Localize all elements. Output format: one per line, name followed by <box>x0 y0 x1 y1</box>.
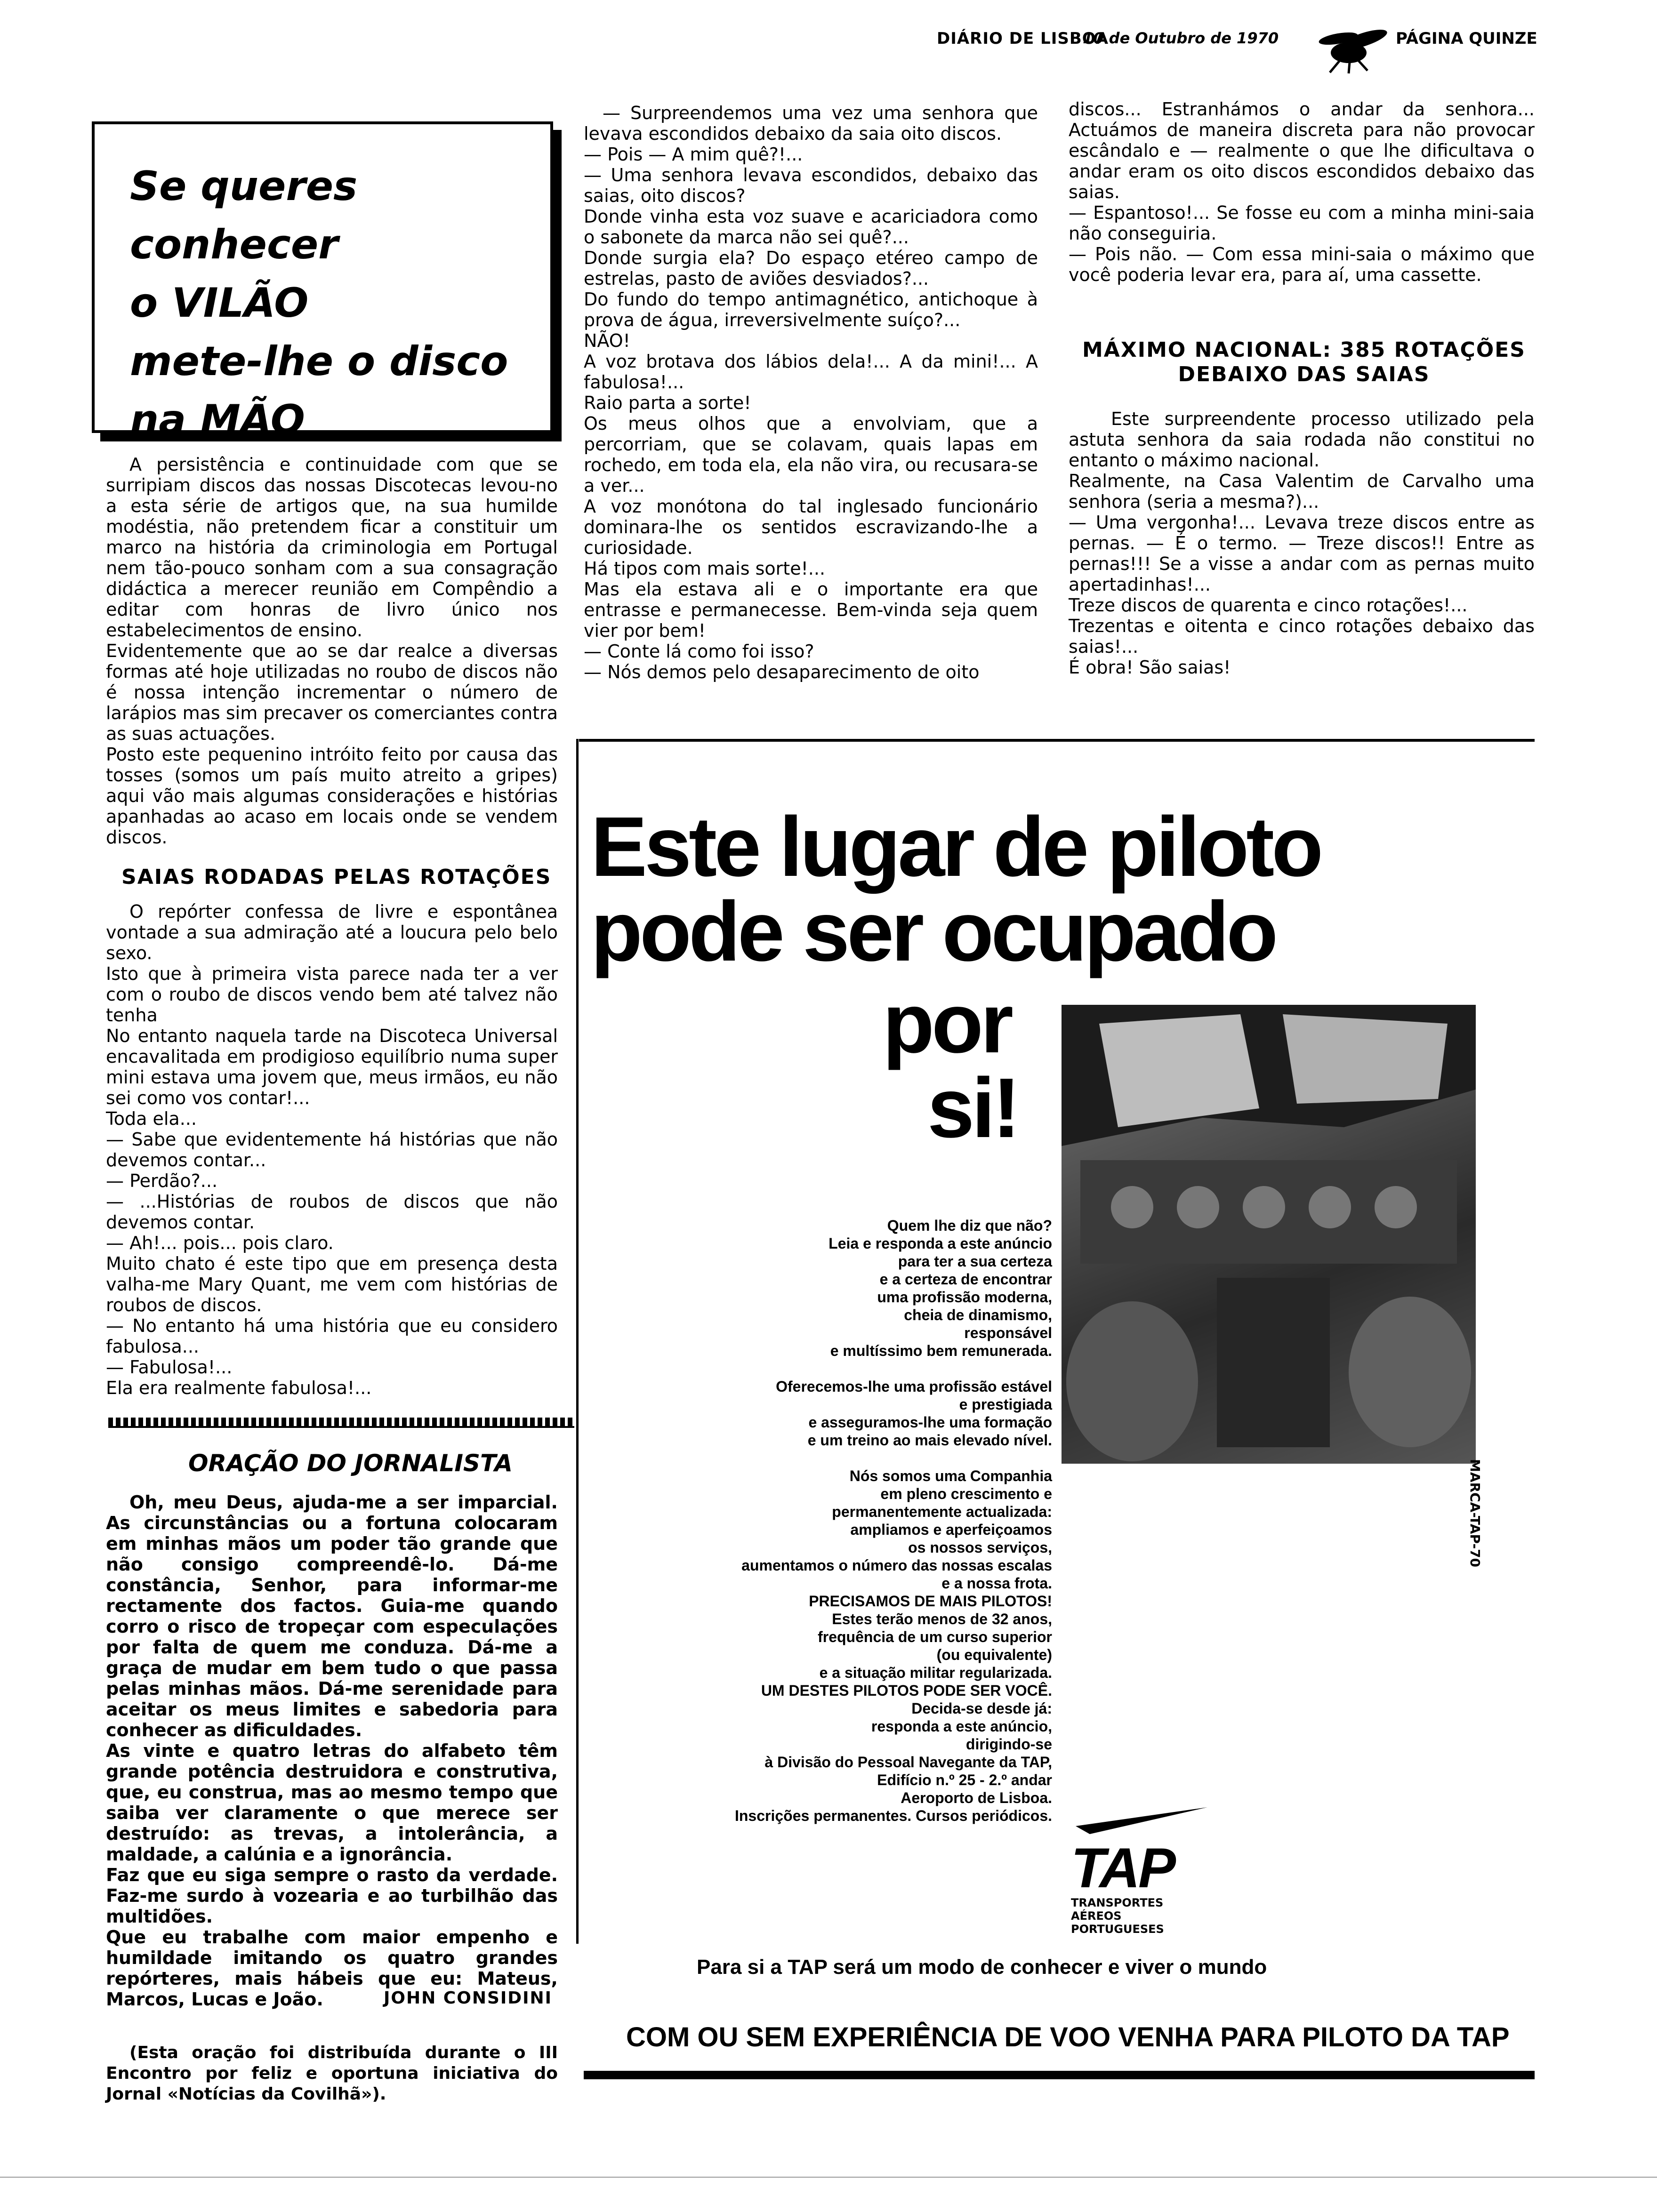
col2-text: — Surpreendemos uma vez uma senhora que levava escondidos debaixo da saia oito discos. — Pois — A mim quê?!... — Uma senhora levava escondidos, debaixo das saias, oito discos? Donde vinha esta voz suave e acariciadora como o sabonete da marca não sei quê?... Donde surgia ela? Do espaço etéreo campo de estrelas, pasto de aviões desviados?... Do fundo do tempo antimagnético, antichoque à prova de água, irreversivelmente suíço?... NÃO! A voz brotava dos lábios dela!... A da mini!... A fabulosa!... Raio parta a sorte! Os meus olhos que a envolviam, que a percorriam, que se colavam, quais lapas em rochedo, em toda ela, ela não vira, ou recusara-se a ver... A voz monótona do tal inglesado funcionário dominara-lhe os sentidos escravizando-lhe a curiosidade. Há tipos com mais sorte!... Mas ela estava ali e o importante era que entrasse e permanecesse. Bem-vinda seja quem vier por bem! — Conte lá como foi isso? — Nós demos pelo desaparecimento de oito <box>584 103 1038 682</box>
agency-mark: MARCA-TAP-70 <box>1467 1459 1483 1568</box>
section-title-oracao: ORAÇÃO DO JORNALISTA <box>188 1450 513 1477</box>
prayer-text: Oh, meu Deus, ajuda-me a ser imparcial. As circunstâncias ou a fortuna colocaram em minhas mãos um poder tão grande que não consigo compreendê-lo. Dá-me constância, Senhor, para informar-me rectamente dos factos. Guia-me quando corro o risco de tropeçar com especulações por falta de quem me conduza. Dá-me a graça de mudar em bem tudo o que passa pelas minhas mãos. Dá-me serenidade para aceitar os meus limites e sabedoria para conhecer as dificuldades. As vinte e quatro letras do alfabeto têm grande potência destruidora e construtiva, que, eu construa, mas ao mesmo tempo que saiba ver claramente o que merece ser destruído: as trevas, a intolerância, a maldade, a calúnia e a ignorância. Faz que eu siga sempre o rasto da verdade. Faz-me surdo à vozearia e ao turbilhão das multidões. Que eu trabalhe com maior empenho e humildade imitando os quatro grandes repórteres, mais hábeis que eu: Mateus, Marcos, Lucas e João. <box>106 1492 558 2010</box>
ad-cta: COM OU SEM EXPERIÊNCIA DE VOO VENHA PARA PILOTO DA TAP <box>626 2022 1510 2052</box>
section-body-maximo: Este surpreendente processo utilizado pela astuta senhora da saia rodada não constitui no entanto o máximo nacional. Realmente, na Casa Valentim de Carvalho uma senhora (seria a mesma?)... — Uma vergonha!... Levava treze discos entre as pernas. — É o termo. — Treze discos!! Entre as pernas!!! Se a visse a andar com as pernas muito apertadinhas!... Treze discos de quarenta e cinco rotações!... Trezentas e oitenta e cinco rotações debaixo das saias!... É obra! São saias! <box>1069 409 1535 678</box>
ad-body-text: Quem lhe diz que não? Leia e responda a este anúncio para ter a sua certeza e a certeza de encontrar uma profissão moderna, cheia de dinamismo, responsável e multíssimo bem remunerada. Oferecemos-lhe uma profissão estável e prestigiada e asseguramos-lhe uma formação e um treino ao mais elevado nível. Nós somos uma Companhia em pleno crescimento e permanentemente actualizada: ampliamos e aperfeiçoamos os nossos serviços, aumentamos o número das nossas escalas e a nossa frota. PRECISAMOS DE MAIS PILOTOS! Estes terão menos de 32 anos, frequência de um curso superior (ou equivalente) e a situação militar regularizada. UM DESTES PILOTOS PODE SER VOCÊ. Decida-se desde já: responda a este anúncio, dirigindo-se à Divisão do Pessoal Navegante da TAP, Edifício n.º 25 - 2.º andar Aeroporto de Lisboa. Inscrições permanentes. Cursos periódicos. <box>734 1217 1052 1824</box>
cockpit-illustration <box>1062 1005 1476 1464</box>
column-rule <box>576 739 579 1944</box>
ad-headline-line3: por <box>883 976 1011 1071</box>
section-title-saias: SAIAS RODADAS PELAS ROTAÇÕES <box>121 865 552 889</box>
intro-text: A persistência e continuidade com que se surripiam discos das nossas Discotecas levou-no a esta série de artigos que, na sua humilde modéstia, não pretendem ficar a constituir um marco na história da criminologia em Portugal nem tão-pouco sonham com a sua consagração didáctica a merecer reunião em Compêndio a editar com honras de livro único nos estabelecimentos de ensino. Evidentemente que ao se dar realce a diversas formas até hoje utilizadas no roubo de discos não é nossa intenção incrementar o número de larápios mas sim precaver os comerciantes contra as suas actuações. Posto este pequenino intróito feito por causa das tosses (somos um país muito atreito a gripes) aqui vão mais algumas considerações e histórias apanhadas ao acaso em locais onde se vendem discos. <box>106 454 558 848</box>
tap-logo <box>1071 1805 1212 1936</box>
newspaper-name: DIÁRIO DE LISBOA <box>937 29 1109 48</box>
section-body-saias: O repórter confessa de livre e espontânea vontade a sua admiração até a loucura pelo belo sexo. Isto que à primeira vista parece nada ter a ver com o roubo de discos vendo bem até talvez não tenha No entanto naquela tarde na Discoteca Universal encavalitada em prodigioso equilíbrio numa super mini estava uma jovem que, meus irmãos, eu não sei como vos contar!... Toda ela... — Sabe que evidentemente há histórias que não devemos contar... — Perdão?... — ...Histórias de roubos de discos que não devemos contar. — Ah!... pois... pois claro. Muito chato é este tipo que em presença desta valha-me Mary Quant, me vem com histórias de roubos de discos. — No entanto há uma história que eu considero fabulosa... — Fabulosa!... Ela era realmente fabulosa!... <box>106 901 558 1398</box>
boxed-title-frame <box>92 121 553 443</box>
ornament-divider <box>108 1418 574 1428</box>
boxed-title: Se queres conhecer o VILÃO mete-lhe o disco na MÃO <box>130 163 508 443</box>
page-number: PÁGINA QUINZE <box>1396 29 1537 48</box>
tap-swoosh-icon <box>1071 1805 1212 1838</box>
col3-text: discos... Estranhámos o andar da senhora... Actuámos de maneira discreta para não provocar escândalo e — realmente o que lhe dificultava o andar eram os oito discos escondidos debaixo das saias. — Espantoso!... Se fosse eu com a minha mini-saia não conseguiria. — Pois não. — Com essa mini-saia o máximo que você poderia levar era, para aí, uma cassette. <box>1069 99 1535 285</box>
tap-logo-text: TAP <box>1071 1836 1174 1899</box>
page-bottom-rule <box>0 2177 1657 2178</box>
signature: JOHN CONSIDINI <box>384 1988 553 2008</box>
issue-date: 10 de Outubro de 1970 <box>1083 29 1279 47</box>
ad-headline-line1: Este lugar de piloto <box>591 800 1321 894</box>
ad-headline <box>591 800 1523 1155</box>
ad-headline-line2: pode ser ocupado <box>591 884 1276 979</box>
tap-logo-subtitle: TRANSPORTES AÉREOS PORTUGUESES <box>1071 1896 1164 1936</box>
ad-bottom-rule <box>584 2071 1535 2079</box>
ad-tagline: Para si a TAP será um modo de conhecer e viver o mundo <box>697 1956 1267 1979</box>
fly-icon <box>1311 24 1391 75</box>
footnote: (Esta oração foi distribuída durante o III Encontro por feliz e oportuna iniciativa do Jornal «Notícias da Covilhã»). <box>106 2043 558 2104</box>
section-title-maximo: MÁXIMO NACIONAL: 385 ROTAÇÕES DEBAIXO DAS SAIAS <box>1082 338 1526 386</box>
ad-headline-line4: si! <box>927 1061 1018 1155</box>
cockpit-photo <box>1062 1005 1476 1464</box>
ad-top-rule <box>579 739 1535 742</box>
